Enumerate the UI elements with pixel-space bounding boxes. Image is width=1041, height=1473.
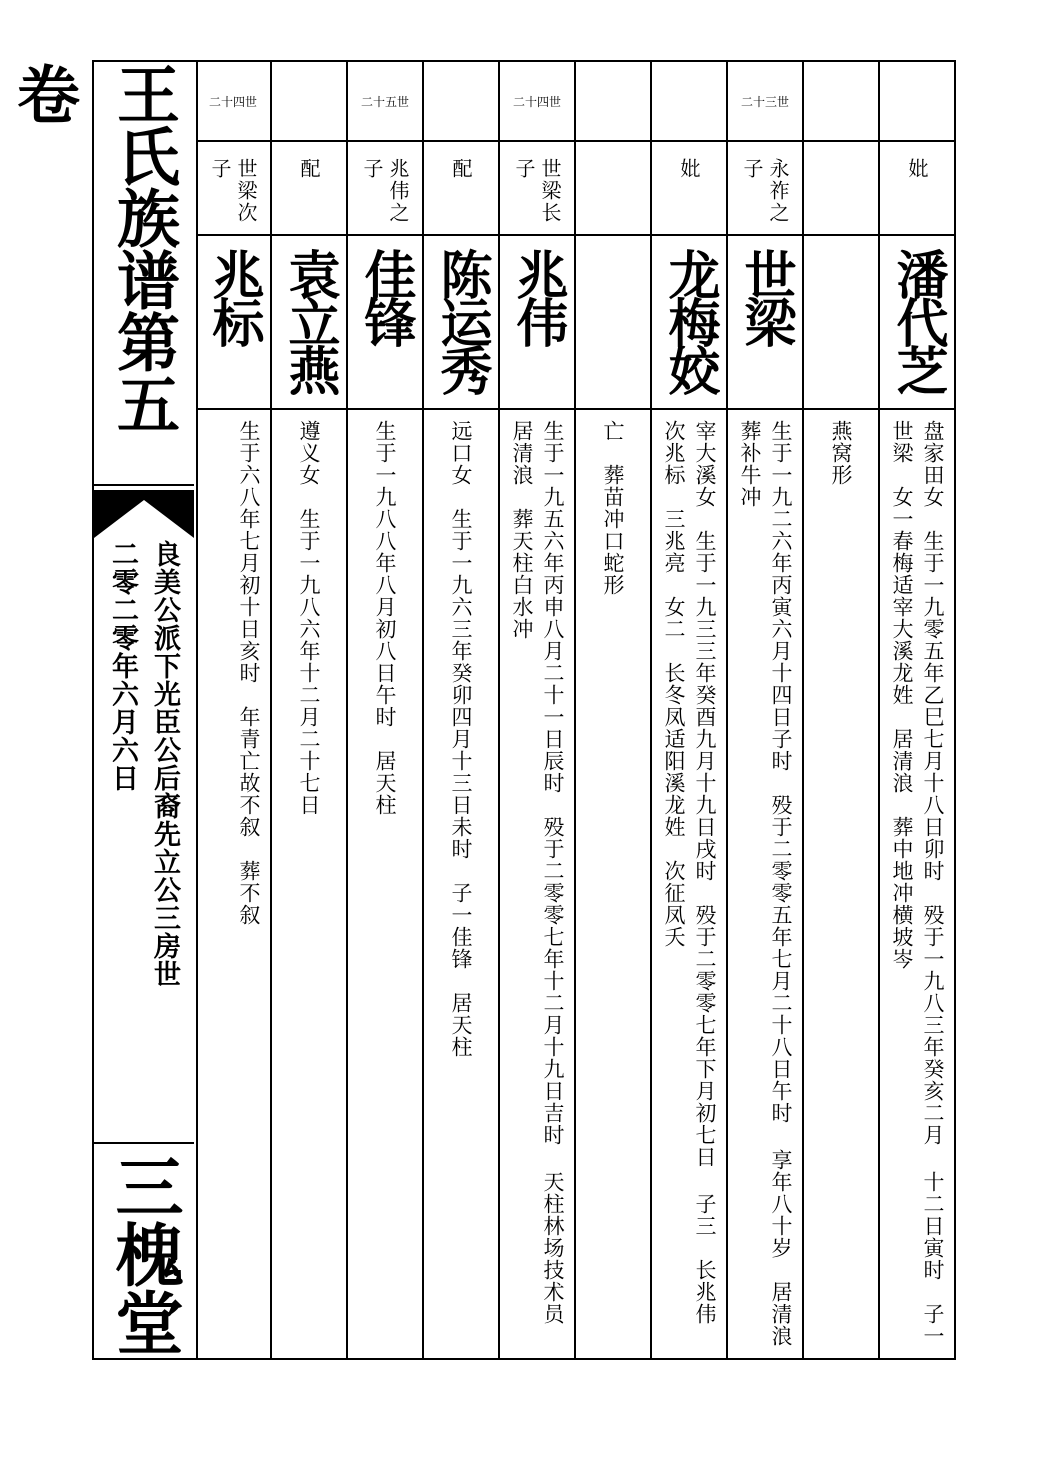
biography: 远口女 生于一九六三年癸卯四月十三日未时 子一佳锋 居天柱 bbox=[449, 420, 473, 1058]
person-name: 龙梅姣 bbox=[659, 248, 720, 392]
person-name: 世梁 bbox=[735, 248, 796, 344]
column-chenyunxiu bbox=[424, 62, 500, 1358]
person-name: 兆伟 bbox=[507, 248, 568, 344]
generation-cell bbox=[804, 62, 878, 142]
generation-cell: 二十五世 bbox=[348, 62, 422, 142]
column-zhaobiao bbox=[196, 62, 272, 1358]
relation-cell: 兆伟之子 bbox=[360, 158, 410, 224]
relation-cell: 配 bbox=[449, 158, 473, 180]
relation-cell: 世梁次子 bbox=[208, 158, 258, 224]
person-name: 佳锋 bbox=[355, 248, 416, 344]
relation-cell: 妣 bbox=[677, 158, 701, 180]
generation-cell: 二十四世 bbox=[196, 62, 270, 142]
column-yuanliyan bbox=[272, 62, 348, 1358]
title-divider bbox=[94, 484, 194, 486]
relation-cell: 世梁长子 bbox=[512, 158, 562, 224]
biography: 生于一九二六年丙寅六月十四日子时 殁于二零零五年七月二十八日午时 享年八十岁 居清浪 葬补牛冲 bbox=[738, 420, 793, 1369]
person-name: 袁立燕 bbox=[279, 248, 340, 392]
generation-cell: 二十四世 bbox=[500, 62, 574, 142]
generation-cell bbox=[652, 62, 726, 142]
generation-cell bbox=[272, 62, 346, 142]
generation-cell: 二十三世 bbox=[728, 62, 802, 142]
biography: 燕窝形 bbox=[829, 420, 853, 486]
generation-cell bbox=[880, 62, 954, 142]
column-longmeijiao bbox=[652, 62, 728, 1358]
biography: 亡 葬苗冲口蛇形 bbox=[601, 420, 625, 596]
genealogy-page bbox=[7, 60, 956, 1369]
title-column bbox=[7, 62, 198, 1358]
book-title: 王氏族谱第五卷 bbox=[7, 62, 181, 434]
generation-cell bbox=[576, 62, 650, 142]
publish-date: 二零二零年六月六日 bbox=[107, 540, 138, 792]
biography: 遵义女 生于一九八六年十二月二十七日 bbox=[297, 420, 321, 816]
biography: 生于一九五六年丙申八月二十一日辰时 殁于二零零七年十二月十九日吉时 天柱林场技术员 居清浪 葬天柱白水冲 bbox=[510, 420, 565, 1347]
relation-cell: 永祚之子 bbox=[740, 158, 790, 224]
person-name: 陈运秀 bbox=[431, 248, 492, 392]
relation-cell: 配 bbox=[297, 158, 321, 180]
generation-cell bbox=[424, 62, 498, 142]
biography: 盘家田女 生于一九零五年乙巳七月十八日卯时 殁于一九八三年癸亥二月 十二日寅时 子一世梁 女一春梅适宰大溪龙姓 居清浪 葬中地冲横坡岑 bbox=[890, 420, 945, 1347]
subtitle-area bbox=[94, 540, 194, 1140]
biography: 宰大溪女 生于一九三三年癸酉九月十九日戌时 殁于二零零七年下月初七日 子三 长兆伟 次兆标 三兆亮 女二 长冬凤适阳溪龙姓 次征凤夭 bbox=[662, 420, 717, 1347]
person-name: 潘代芝 bbox=[887, 248, 948, 392]
lineage-subtitle: 良美公派下光臣公后裔先立公三房世 bbox=[149, 540, 180, 988]
biography: 生于一九八八年八月初八日午时 居天柱 bbox=[373, 420, 397, 816]
hall-name: 三槐堂 bbox=[94, 1142, 194, 1358]
column-continuation-1 bbox=[576, 62, 652, 1358]
column-shiliang bbox=[728, 62, 804, 1369]
biography: 生于六八年七月初十日亥时 年青亡故不叙 葬不叙 bbox=[237, 420, 261, 926]
person-name: 兆标 bbox=[203, 248, 264, 344]
column-zhaowei bbox=[500, 62, 576, 1358]
relation-cell: 妣 bbox=[905, 158, 929, 180]
column-pandaizhi bbox=[880, 62, 954, 1358]
column-continuation-2 bbox=[804, 62, 880, 1358]
column-jiafeng bbox=[348, 62, 424, 1358]
